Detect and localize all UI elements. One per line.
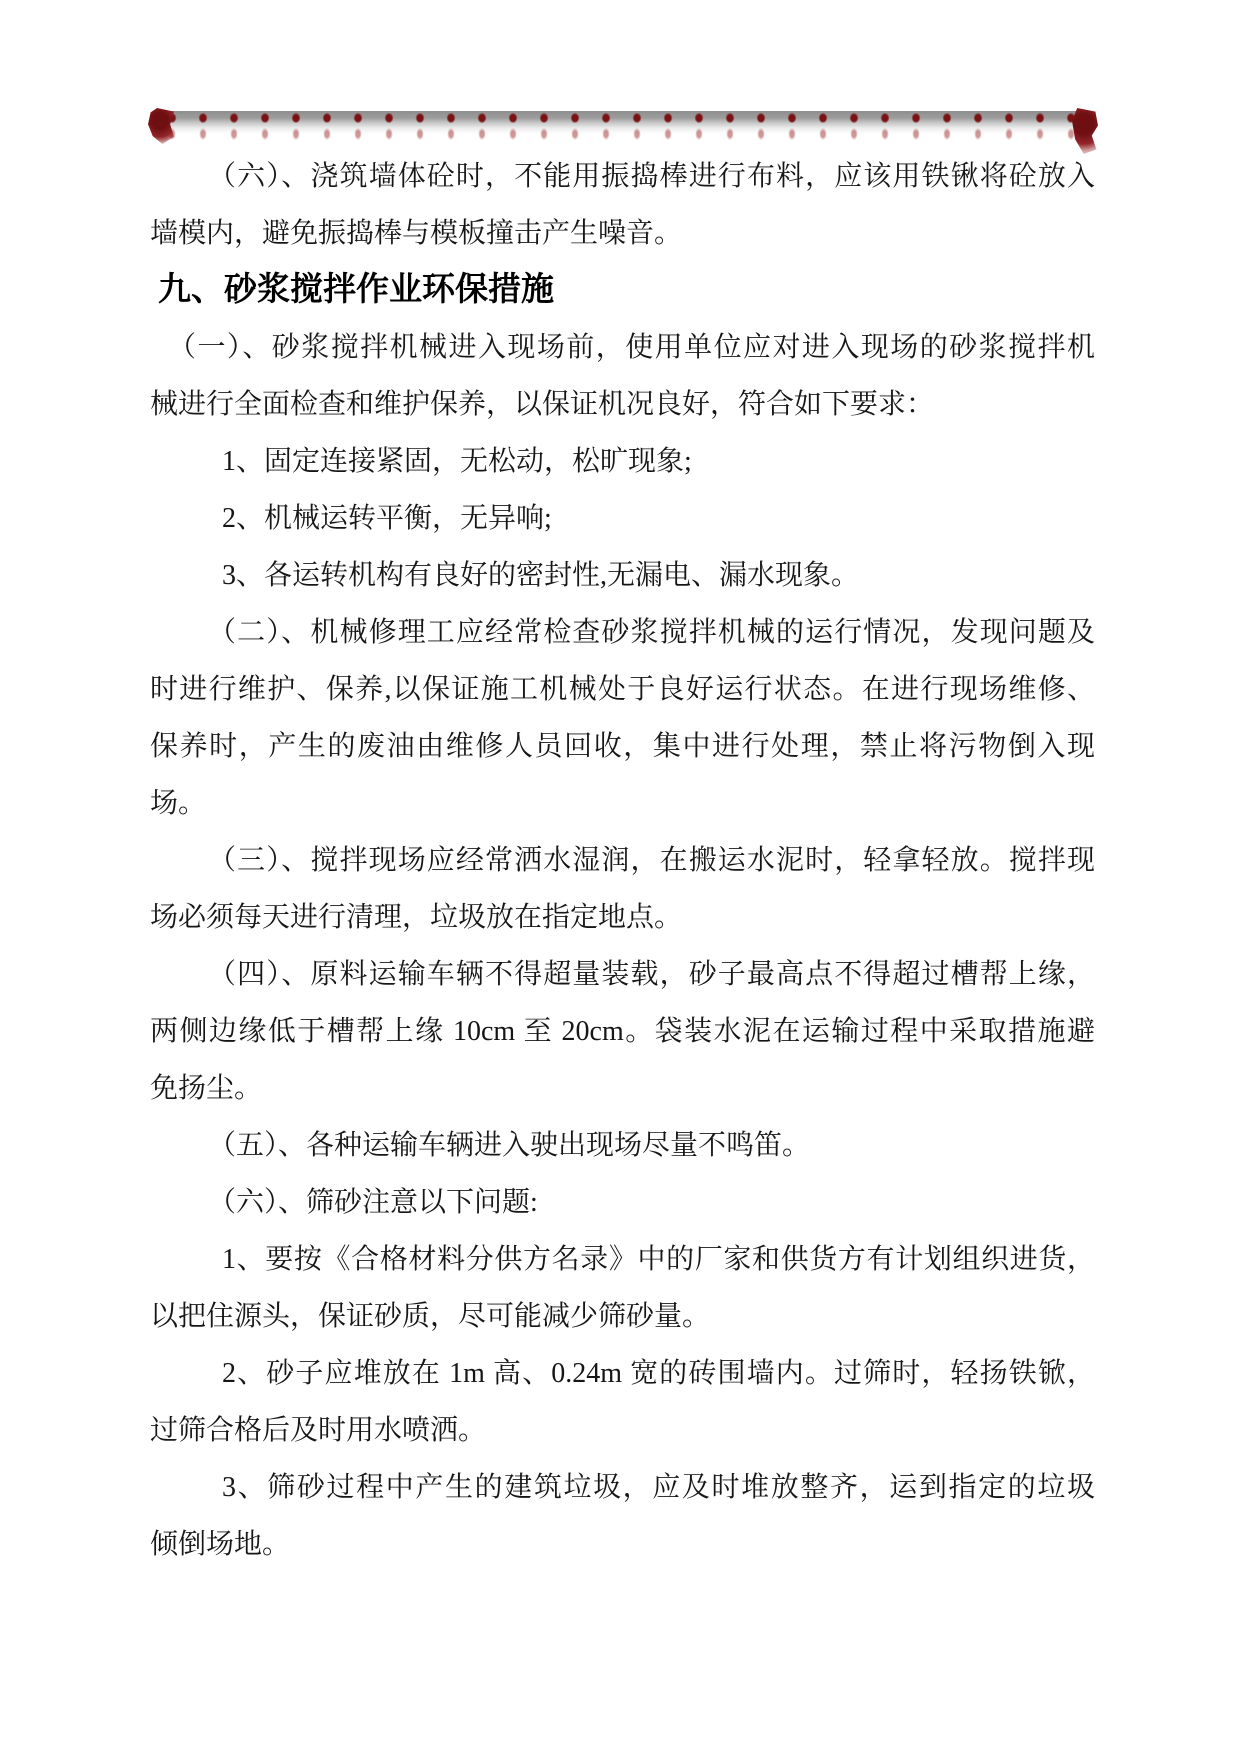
text-line: 械进行全面检查和维护保养，以保证机况良好，符合如下要求： <box>150 389 935 420</box>
text-line: 1、要按《合格材料分供方名录》中的厂家和供货方有计划组织进货， <box>222 1244 1095 1275</box>
text-line: （三）、搅拌现场应经常洒水湿润，在搬运水泥时，轻拿轻放。搅拌现 <box>208 845 1095 876</box>
text-line: 2、机械运转平衡，无异响; <box>222 503 552 534</box>
text-line: 倾倒场地。 <box>150 1529 291 1560</box>
text-line: （一）、砂浆搅拌机械进入现场前，使用单位应对进入现场的砂浆搅拌机 <box>168 332 1095 363</box>
text-line: 免扬尘。 <box>150 1073 263 1104</box>
text-line: 保养时，产生的废油由维修人员回收，集中进行处理，禁止将污物倒入现 <box>150 731 1095 762</box>
text-line: 3、筛砂过程中产生的建筑垃圾，应及时堆放整齐，运到指定的垃圾 <box>222 1472 1095 1503</box>
border-corner-left-icon <box>148 108 174 144</box>
text-line: 两侧边缘低于槽帮上缘 10cm 至 20cm。袋装水泥在运输过程中采取措施避 <box>150 1016 1095 1047</box>
text-line: （六）、筛砂注意以下问题: <box>208 1187 538 1218</box>
text-line: （二）、机械修理工应经常检查砂浆搅拌机械的运行情况，发现问题及 <box>208 617 1095 648</box>
text-line: 以把住源头，保证砂质，尽可能减少筛砂量。 <box>150 1301 711 1332</box>
text-line: 场必须每天进行清理，垃圾放在指定地点。 <box>150 902 683 933</box>
border-pattern <box>157 111 1087 153</box>
text-line: 场。 <box>150 788 207 819</box>
text-line: （五）、各种运输车辆进入驶出现场尽量不鸣笛。 <box>208 1130 811 1161</box>
text-line: 3、各运转机构有良好的密封性,无漏电、漏水现象。 <box>222 560 860 591</box>
text-line: 2、砂子应堆放在 1m 高、0.24m 宽的砖围墙内。过筛时，轻扬铁锨， <box>222 1358 1095 1389</box>
text-line: （四）、原料运输车辆不得超量装载，砂子最高点不得超过槽帮上缘， <box>208 959 1095 990</box>
text-line: （六）、浇筑墙体砼时，不能用振捣棒进行布料，应该用铁锹将砼放入 <box>208 161 1095 192</box>
section-heading: 九、砂浆搅拌作业环保措施 <box>158 272 554 308</box>
text-line: 时进行维护、保养,以保证施工机械处于良好运行状态。在进行现场维修、 <box>150 674 1095 705</box>
decorative-border <box>157 111 1087 153</box>
document-body <box>150 148 1095 1573</box>
text-line: 墙模内，避免振捣棒与模板撞击产生噪音。 <box>150 218 683 249</box>
text-line: 1、固定连接紧固，无松动，松旷现象; <box>222 446 692 477</box>
text-line: 过筛合格后及时用水喷洒。 <box>150 1415 487 1446</box>
